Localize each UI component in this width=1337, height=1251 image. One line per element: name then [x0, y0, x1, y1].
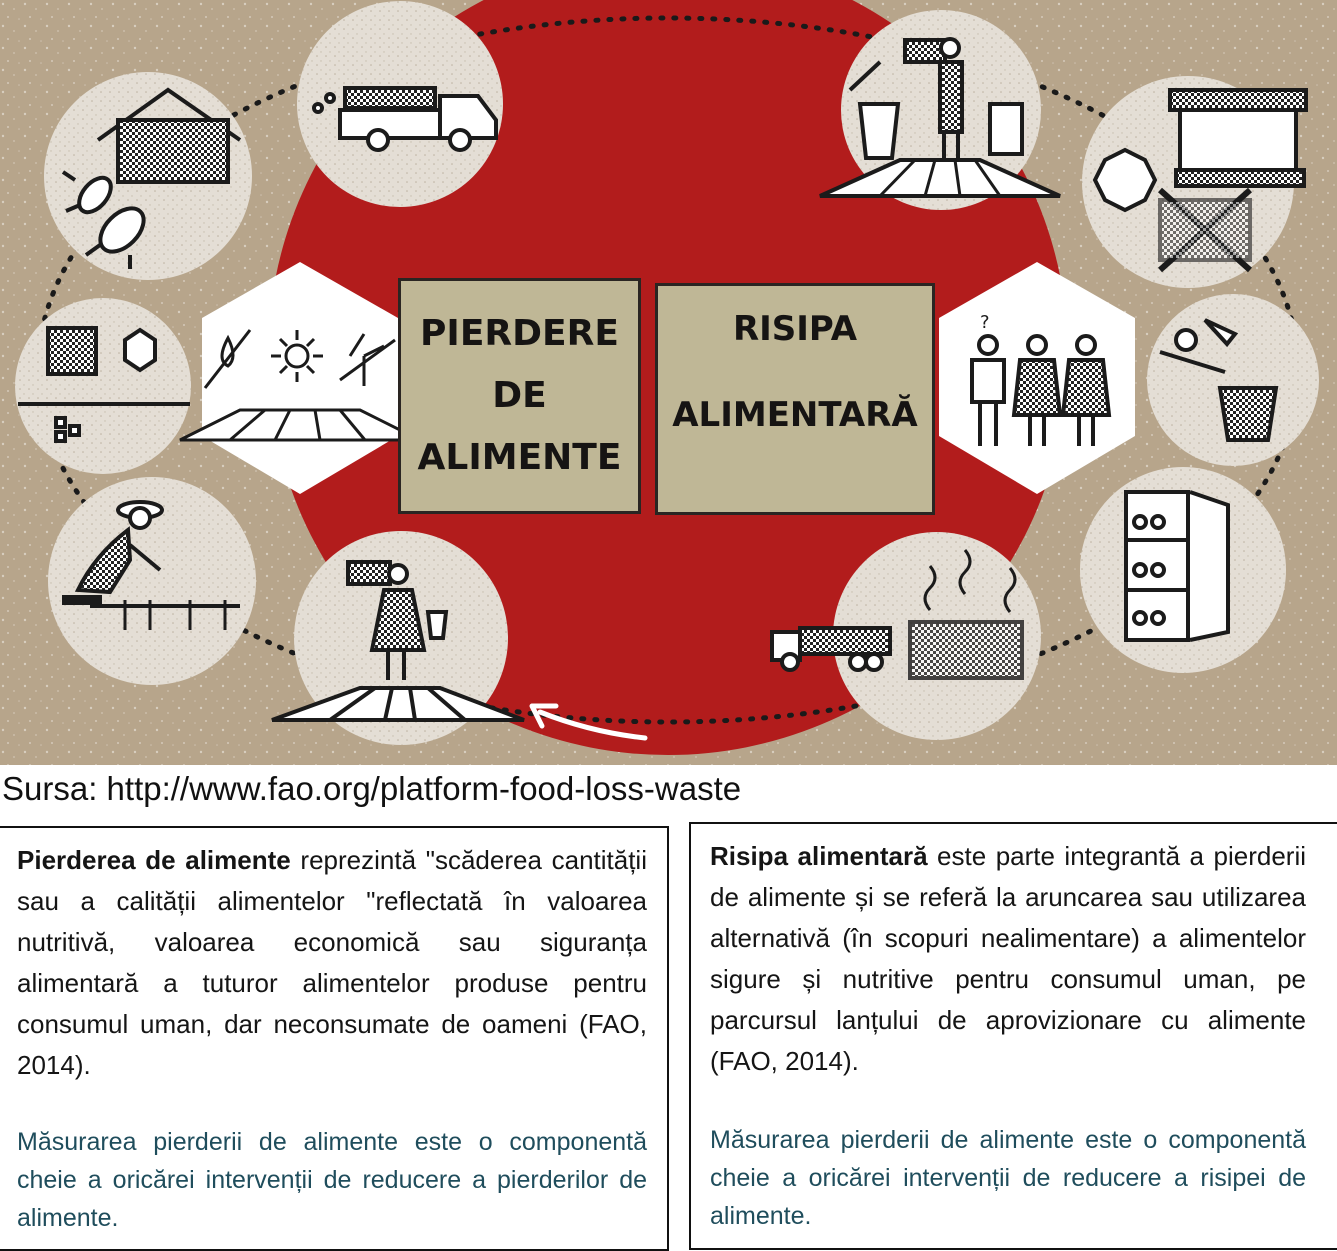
food-loss-measurement-note: Măsurarea pierderii de alimente este o componentă cheie a oricărei intervenții de reducere a pierderilor de alimente. — [17, 1128, 647, 1232]
svg-text:?: ? — [980, 312, 990, 333]
food-waste-label-line: RISIPA — [732, 309, 858, 349]
food-loss-label-line: ALIMENTE — [417, 437, 622, 478]
food-loss-label-line: DE — [492, 375, 547, 416]
food-waste-term: Risipa alimentară — [710, 841, 928, 871]
source-citation: Sursa: http://www.fao.org/platform-food-loss-waste — [2, 770, 742, 807]
refrigerator-icon — [1126, 492, 1228, 640]
food-loss-label-box — [398, 278, 641, 514]
food-loss-definition-text: reprezintă "scăderea cantității sau a calității alimentelor "reflectată în valoarea nutritivă, valoarea economică sau siguranța alimentară a tuturor alimentelor produse pentru consumul uman, dar neconsumate de oameni (FAO, 2014). — [17, 845, 647, 1080]
food-waste-label-line: ALIMENTARĂ — [672, 395, 918, 435]
food-waste-definition — [710, 836, 1306, 1082]
food-loss-term: Pierderea de alimente — [17, 845, 291, 875]
food-loss-label-line: PIERDERE — [420, 313, 619, 354]
food-waste-definition-text: este parte integrantă a pierderii de alimente și se referă la aruncarea sau utilizarea alternativă (în scopuri nealimentare) a alimentelor sigure și nutritive pentru consumul uman, pe parcursul lanțului de aprovizionare cu alimente (FAO, 2014). — [710, 841, 1306, 1076]
food-waste-label-box — [655, 283, 935, 515]
food-waste-measurement-note: Măsurarea pierderii de alimente este o componentă cheie a oricărei intervenții de reducere a risipei de alimente. — [710, 1126, 1306, 1230]
food-loss-definition — [17, 840, 647, 1086]
